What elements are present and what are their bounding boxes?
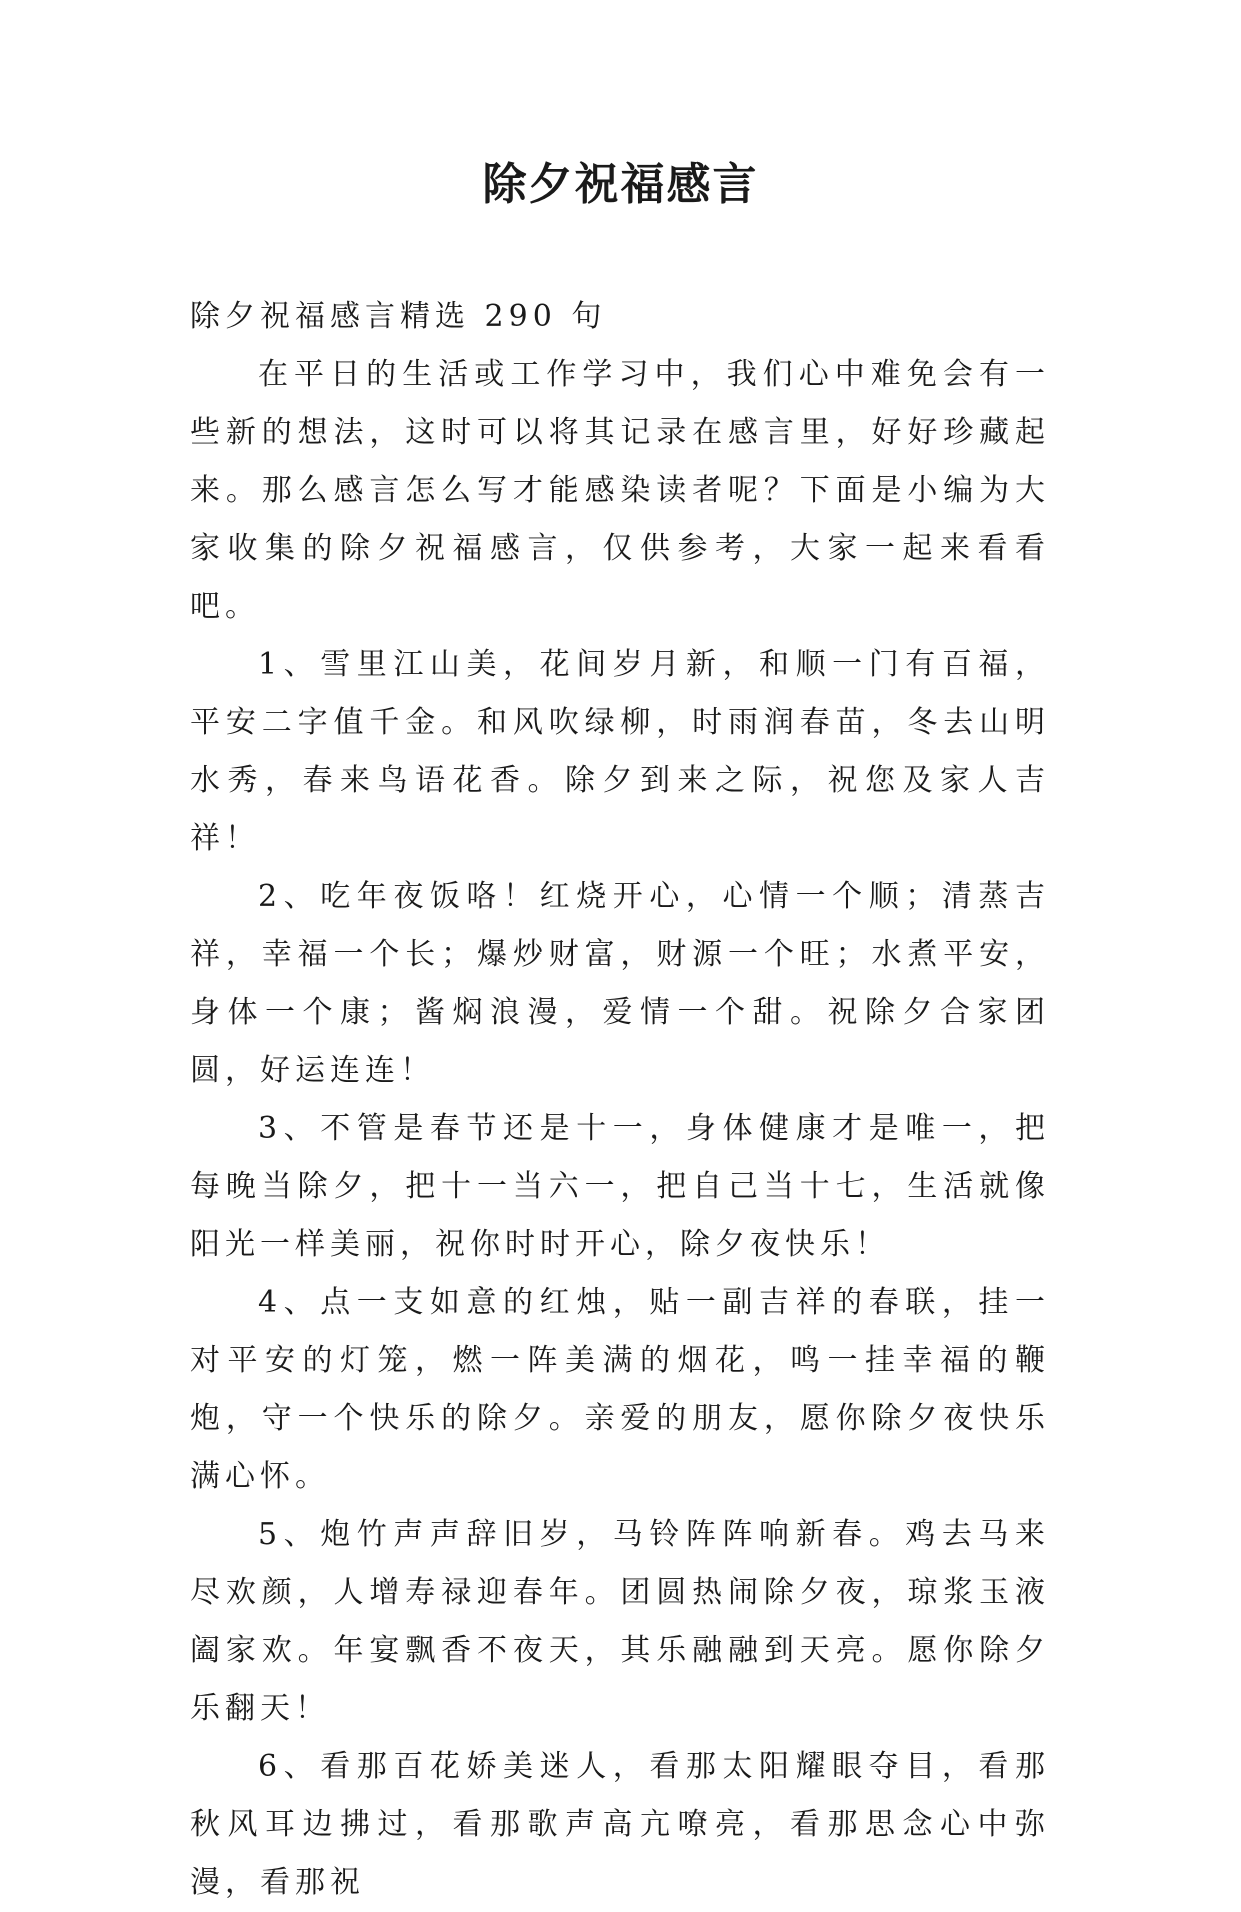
paragraph-5: 5、炮竹声声辞旧岁，马铃阵阵响新春。鸡去马来尽欢颜，人增寿禄迎春年。团圆热闹除夕夜，琼浆玉液阖家欢。年宴飘香不夜天，其乐融融到天亮。愿你除夕乐翻天！ bbox=[190, 1517, 1050, 1726]
paragraph-3: 3、不管是春节还是十一，身体健康才是唯一，把每晚当除夕，把十一当六一，把自己当十七，生活就像阳光一样美丽，祝你时时开心，除夕夜快乐！ bbox=[190, 1111, 1050, 1262]
document-subtitle: 除夕祝福感言精选 290 句 bbox=[190, 299, 607, 334]
page-title: 除夕祝福感言 bbox=[482, 159, 759, 210]
document-body bbox=[190, 288, 1050, 1912]
paragraph-6: 6、看那百花娇美迷人，看那太阳耀眼夺目，看那秋风耳边拂过，看那歌声高亢嘹亮，看那思念心中弥漫，看那祝 bbox=[190, 1749, 1050, 1900]
paragraph-4: 4、点一支如意的红烛，贴一副吉祥的春联，挂一对平安的灯笼，燃一阵美满的烟花，鸣一挂幸福的鞭炮，守一个快乐的除夕。亲爱的朋友，愿你除夕夜快乐满心怀。 bbox=[190, 1285, 1050, 1494]
paragraph-intro: 在平日的生活或工作学习中，我们心中难免会有一些新的想法，这时可以将其记录在感言里，好好珍藏起来。那么感言怎么写才能感染读者呢？下面是小编为大家收集的除夕祝福感言，仅供参考，大家一起来看看吧。 bbox=[190, 357, 1050, 624]
paragraph-2: 2、吃年夜饭咯！红烧开心，心情一个顺；清蒸吉祥，幸福一个长；爆炒财富，财源一个旺；水煮平安，身体一个康；酱焖浪漫，爱情一个甜。祝除夕合家团圆，好运连连！ bbox=[190, 879, 1050, 1088]
paragraph-1: 1、雪里江山美，花间岁月新，和顺一门有百福，平安二字值千金。和风吹绿柳，时雨润春苗，冬去山明水秀，春来鸟语花香。除夕到来之际，祝您及家人吉祥！ bbox=[190, 647, 1050, 856]
